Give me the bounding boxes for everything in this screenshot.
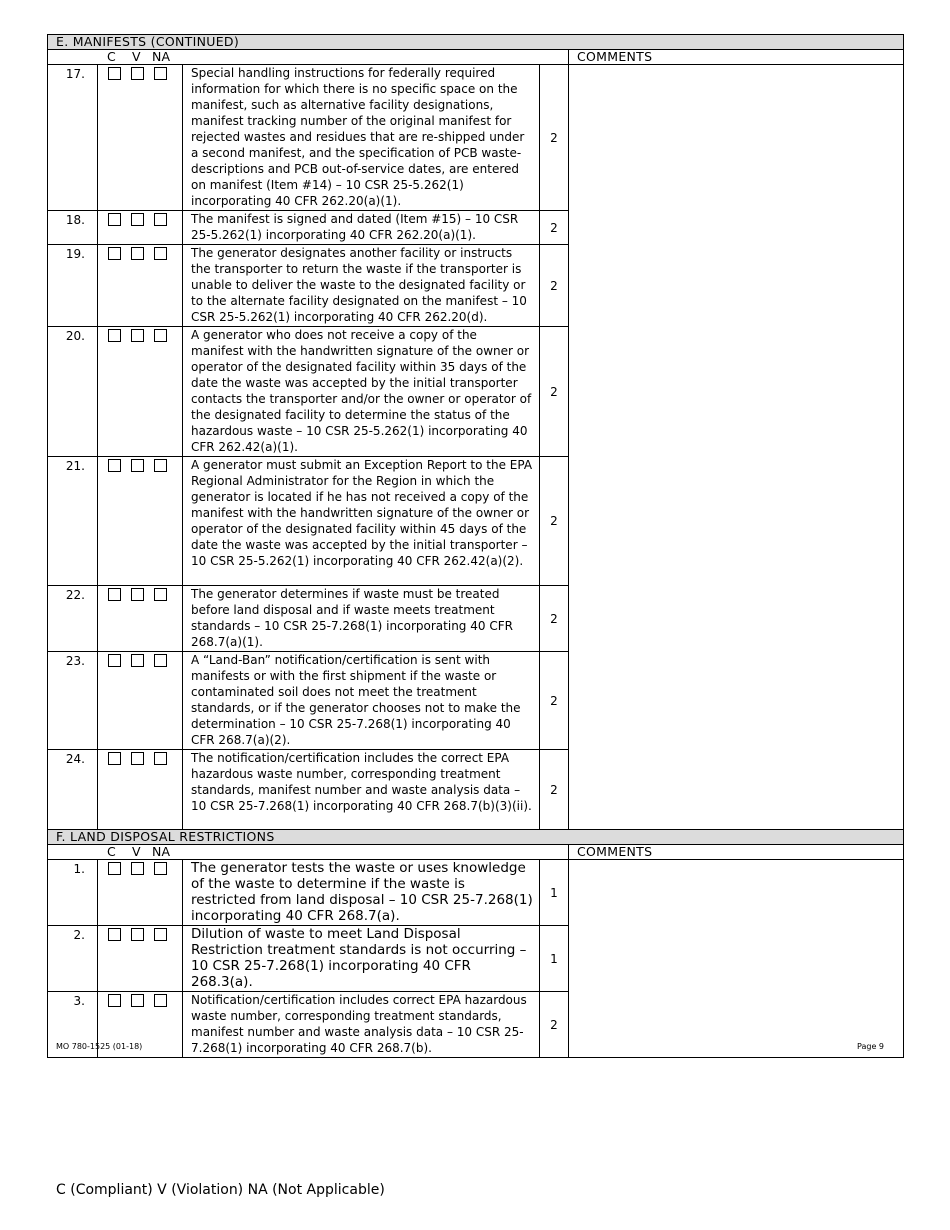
header-v: V [132, 49, 141, 64]
compliant-checkbox[interactable] [108, 213, 121, 226]
compliance-checkboxes [98, 586, 183, 652]
compliance-checkboxes [98, 860, 183, 926]
checklist-row [48, 860, 904, 926]
inspection-form [47, 34, 903, 1058]
not-applicable-checkbox[interactable] [154, 213, 167, 226]
violation-checkbox[interactable] [131, 588, 144, 601]
requirement-text: The generator determines if waste must be treated before land disposal and if waste meets treatment standards – 10 CSR 25-7.268(1) incorporating 40 CFR 268.7(a)(1). [183, 586, 540, 652]
not-applicable-checkbox[interactable] [154, 994, 167, 1007]
points-value: 2 [540, 211, 569, 245]
section-title-row [48, 35, 904, 50]
points-value: 1 [540, 860, 569, 926]
item-number: 22. [48, 586, 98, 652]
item-number: 3. [48, 992, 98, 1058]
requirement-text: The notification/certification includes the correct EPA hazardous waste number, corresponding treatment standards, manifest number and waste analysis data – 10 CSR 25-7.268(1) incorporating 40 CFR 268.7(b)(3)(ii). [183, 750, 540, 830]
compliant-checkbox[interactable] [108, 862, 121, 875]
violation-checkbox[interactable] [131, 459, 144, 472]
not-applicable-checkbox[interactable] [154, 862, 167, 875]
compliant-checkbox[interactable] [108, 67, 121, 80]
requirement-text: The manifest is signed and dated (Item #15) – 10 CSR 25-5.262(1) incorporating 40 CFR 262.20(a)(1). [183, 211, 540, 245]
compliant-checkbox[interactable] [108, 994, 121, 1007]
compliance-checkboxes [98, 245, 183, 327]
violation-checkbox[interactable] [131, 862, 144, 875]
not-applicable-checkbox[interactable] [154, 459, 167, 472]
checklist-table [47, 34, 904, 1058]
comments-field[interactable] [569, 860, 904, 1058]
comments-header: COMMENTS [569, 845, 904, 860]
requirement-text: Dilution of waste to meet Land Disposal Restriction treatment standards is not occurring – 10 CSR 25-7.268(1) incorporating 40 CFR 268.3(a). [183, 926, 540, 992]
section-title: E. MANIFESTS (CONTINUED) [48, 35, 904, 50]
points-header [540, 50, 569, 65]
not-applicable-checkbox[interactable] [154, 247, 167, 260]
item-number: 1. [48, 860, 98, 926]
section-title-row [48, 830, 904, 845]
points-value: 2 [540, 992, 569, 1058]
item-number: 18. [48, 211, 98, 245]
header-na: NA [152, 49, 171, 64]
header-v: V [132, 844, 141, 859]
item-number: 19. [48, 245, 98, 327]
compliant-checkbox[interactable] [108, 654, 121, 667]
points-header [540, 845, 569, 860]
item-number: 24. [48, 750, 98, 830]
not-applicable-checkbox[interactable] [154, 329, 167, 342]
header-c: C [107, 844, 116, 859]
not-applicable-checkbox[interactable] [154, 654, 167, 667]
violation-checkbox[interactable] [131, 928, 144, 941]
violation-checkbox[interactable] [131, 213, 144, 226]
requirement-text: Special handling instructions for federally required information for which there is no specific space on the manifest, such as alternative facility designations, manifest tracking number of the original manifest for rejected wastes and residues that are re-shipped under a second manifest, and the specification of PCB waste-descriptions and PCB out-of-service dates, are entered on manifest (Item #14) – 10 CSR 25-5.262(1) incorporating 40 CFR 262.20(a)(1). [183, 65, 540, 211]
form-number: MO 780-1525 (01-18) [56, 1042, 143, 1051]
compliance-checkboxes [98, 65, 183, 211]
violation-checkbox[interactable] [131, 654, 144, 667]
compliant-checkbox[interactable] [108, 588, 121, 601]
requirement-text: A generator who does not receive a copy of the manifest with the handwritten signature of the owner or operator of the designated facility within 35 days of the date the waste was accepted by the initial transporter contacts the transporter and/or the owner or operator of the designated facility to determine the status of the hazardous waste – 10 CSR 25-5.262(1) incorporating 40 CFR 262.42(a)(1). [183, 327, 540, 457]
header-na: NA [152, 844, 171, 859]
not-applicable-checkbox[interactable] [154, 588, 167, 601]
compliant-checkbox[interactable] [108, 928, 121, 941]
section-title: F. LAND DISPOSAL RESTRICTIONS [48, 830, 904, 845]
violation-checkbox[interactable] [131, 994, 144, 1007]
points-value: 2 [540, 586, 569, 652]
not-applicable-checkbox[interactable] [154, 752, 167, 765]
points-value: 2 [540, 652, 569, 750]
legend: C (Compliant) V (Violation) NA (Not Applicable) [56, 1182, 385, 1198]
column-header-row [48, 845, 904, 860]
violation-checkbox[interactable] [131, 752, 144, 765]
item-number: 23. [48, 652, 98, 750]
item-number: 17. [48, 65, 98, 211]
page-number: Page 9 [857, 1042, 884, 1051]
compliant-checkbox[interactable] [108, 459, 121, 472]
points-value: 2 [540, 750, 569, 830]
points-value: 2 [540, 457, 569, 586]
points-value: 2 [540, 327, 569, 457]
checklist-row [48, 65, 904, 211]
violation-checkbox[interactable] [131, 247, 144, 260]
compliance-checkboxes [98, 750, 183, 830]
compliant-checkbox[interactable] [108, 752, 121, 765]
comments-field[interactable] [569, 65, 904, 830]
compliance-checkboxes [98, 457, 183, 586]
compliance-checkboxes [98, 327, 183, 457]
requirement-text: The generator designates another facility or instructs the transporter to return the waste if the transporter is unable to deliver the waste to the designated facility or to the alternate facility designated on the manifest – 10 CSR 25-5.262(1) incorporating 40 CFR 262.20(d). [183, 245, 540, 327]
points-value: 1 [540, 926, 569, 992]
not-applicable-checkbox[interactable] [154, 928, 167, 941]
item-number: 21. [48, 457, 98, 586]
compliance-checkboxes [98, 926, 183, 992]
comments-header: COMMENTS [569, 50, 904, 65]
cvna-header [48, 50, 540, 65]
requirement-text: A generator must submit an Exception Report to the EPA Regional Administrator for the Region in which the generator is located if he has not received a copy of the manifest with the handwritten signature of the owner or operator of the designated facility within 45 days of the date the waste was accepted by the initial transporter – 10 CSR 25-5.262(1) incorporating 40 CFR 262.42(a)(2). [183, 457, 540, 586]
compliant-checkbox[interactable] [108, 247, 121, 260]
requirement-text: The generator tests the waste or uses knowledge of the waste to determine if the waste is restricted from land disposal – 10 CSR 25-7.268(1) incorporating 40 CFR 268.7(a). [183, 860, 540, 926]
violation-checkbox[interactable] [131, 329, 144, 342]
item-number: 20. [48, 327, 98, 457]
header-c: C [107, 49, 116, 64]
cvna-header [48, 845, 540, 860]
requirement-text: A “Land-Ban” notification/certification is sent with manifests or with the first shipment if the waste or contaminated soil does not meet the treatment standards, or if the generator chooses not to make the determination – 10 CSR 25-7.268(1) incorporating 40 CFR 268.7(a)(2). [183, 652, 540, 750]
requirement-text: Notification/certification includes correct EPA hazardous waste number, corresponding treatment standards, manifest number and waste analysis data – 10 CSR 25-7.268(1) incorporating 40 CFR 268.7(b). [183, 992, 540, 1058]
column-header-row [48, 50, 904, 65]
compliance-checkboxes [98, 652, 183, 750]
compliant-checkbox[interactable] [108, 329, 121, 342]
points-value: 2 [540, 65, 569, 211]
item-number: 2. [48, 926, 98, 992]
points-value: 2 [540, 245, 569, 327]
not-applicable-checkbox[interactable] [154, 67, 167, 80]
violation-checkbox[interactable] [131, 67, 144, 80]
compliance-checkboxes [98, 211, 183, 245]
